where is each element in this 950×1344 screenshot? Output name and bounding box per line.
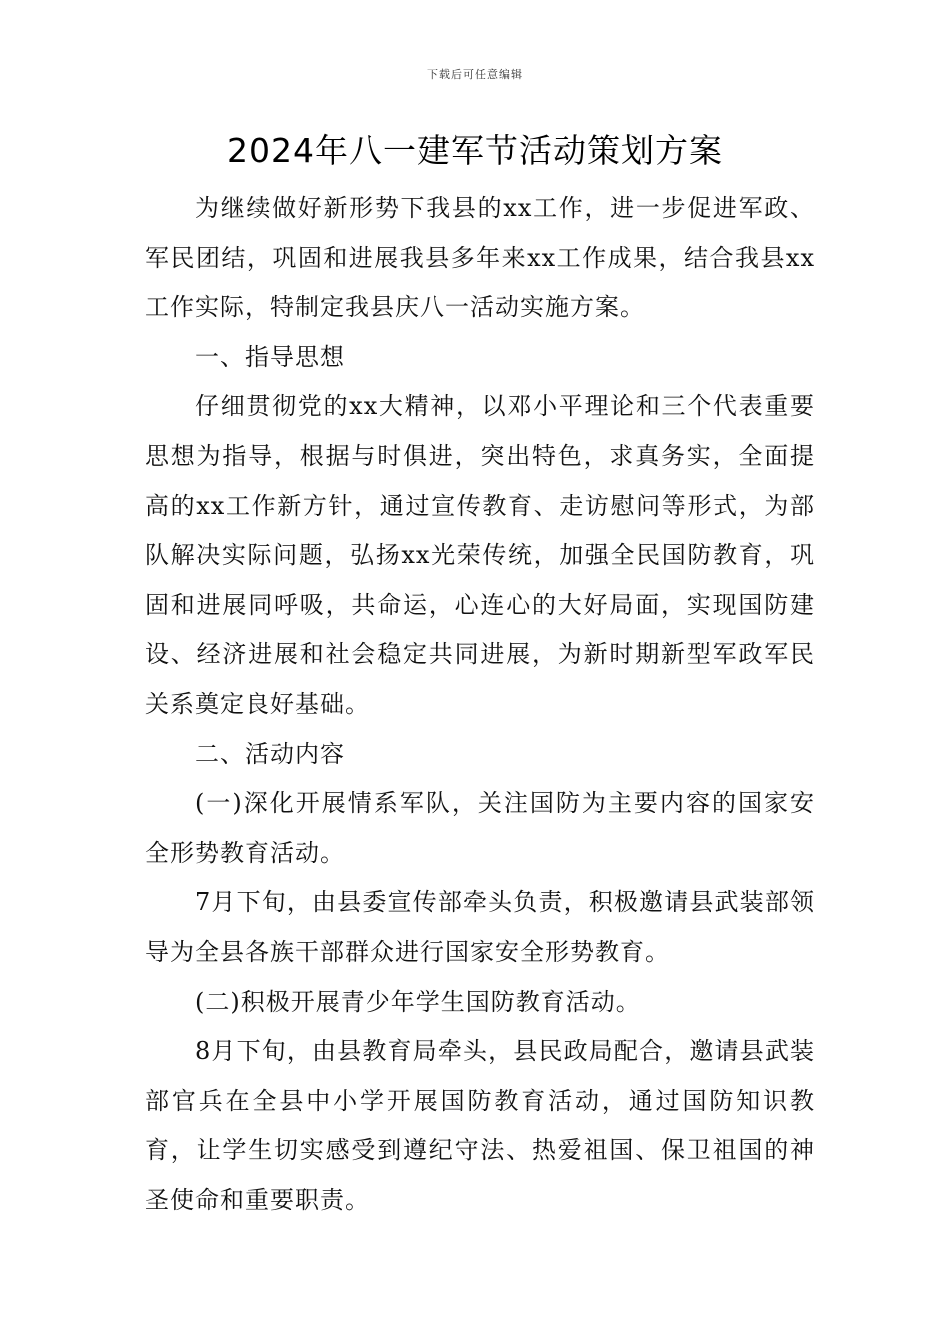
guiding-thought-paragraph: 仔细贯彻党的xx大精神，以邓小平理论和三个代表重要思想为指导，根据与时俱进，突出特色，求真务实，全面提高的xx工作新方针，通过宣传教育、走访慰问等形式，为部队解决实际问题，弘扬xx光荣传统，加强全民国防教育，巩固和进展同呼吸，共命运，心连心的大好局面，实现国防建设、经济进展和社会稳定共同进展，为新时期新型军政军民关系奠定良好基础。 — [145, 392, 815, 718]
subsection-heading-2: (二)积极开展青少年学生国防教育活动。 — [195, 987, 641, 1016]
intro-paragraph: 为继续做好新形势下我县的xx工作，进一步促进军政、军民团结，巩固和进展我县多年来xx工作成果，结合我县xx工作实际，特制定我县庆八一活动实施方案。 — [145, 194, 815, 322]
subsection-1-paragraph: 7月下旬，由县委宣传部牵头负责，积极邀请县武装部领导为全县各族干部群众进行国家安全形势教育。 — [145, 888, 815, 966]
section-heading-guiding-thought: 一、指导思想 — [195, 342, 345, 371]
document-body — [145, 184, 815, 1225]
page-header-note: 下载后可任意编辑 — [427, 68, 523, 81]
subsection-2-paragraph: 8月下旬，由县教育局牵头，县民政局配合，邀请县武装部官兵在全县中小学开展国防教育活动，通过国防知识教育，让学生切实感受到遵纪守法、热爱祖国、保卫祖国的神圣使命和重要职责。 — [145, 1037, 815, 1214]
subsection-heading-1: (一)深化开展情系军队，关注国防为主要内容的国家安全形势教育活动。 — [145, 789, 815, 867]
section-heading-activity-content: 二、活动内容 — [195, 739, 345, 768]
document-title: 2024年八一建军节活动策划方案 — [227, 131, 723, 170]
